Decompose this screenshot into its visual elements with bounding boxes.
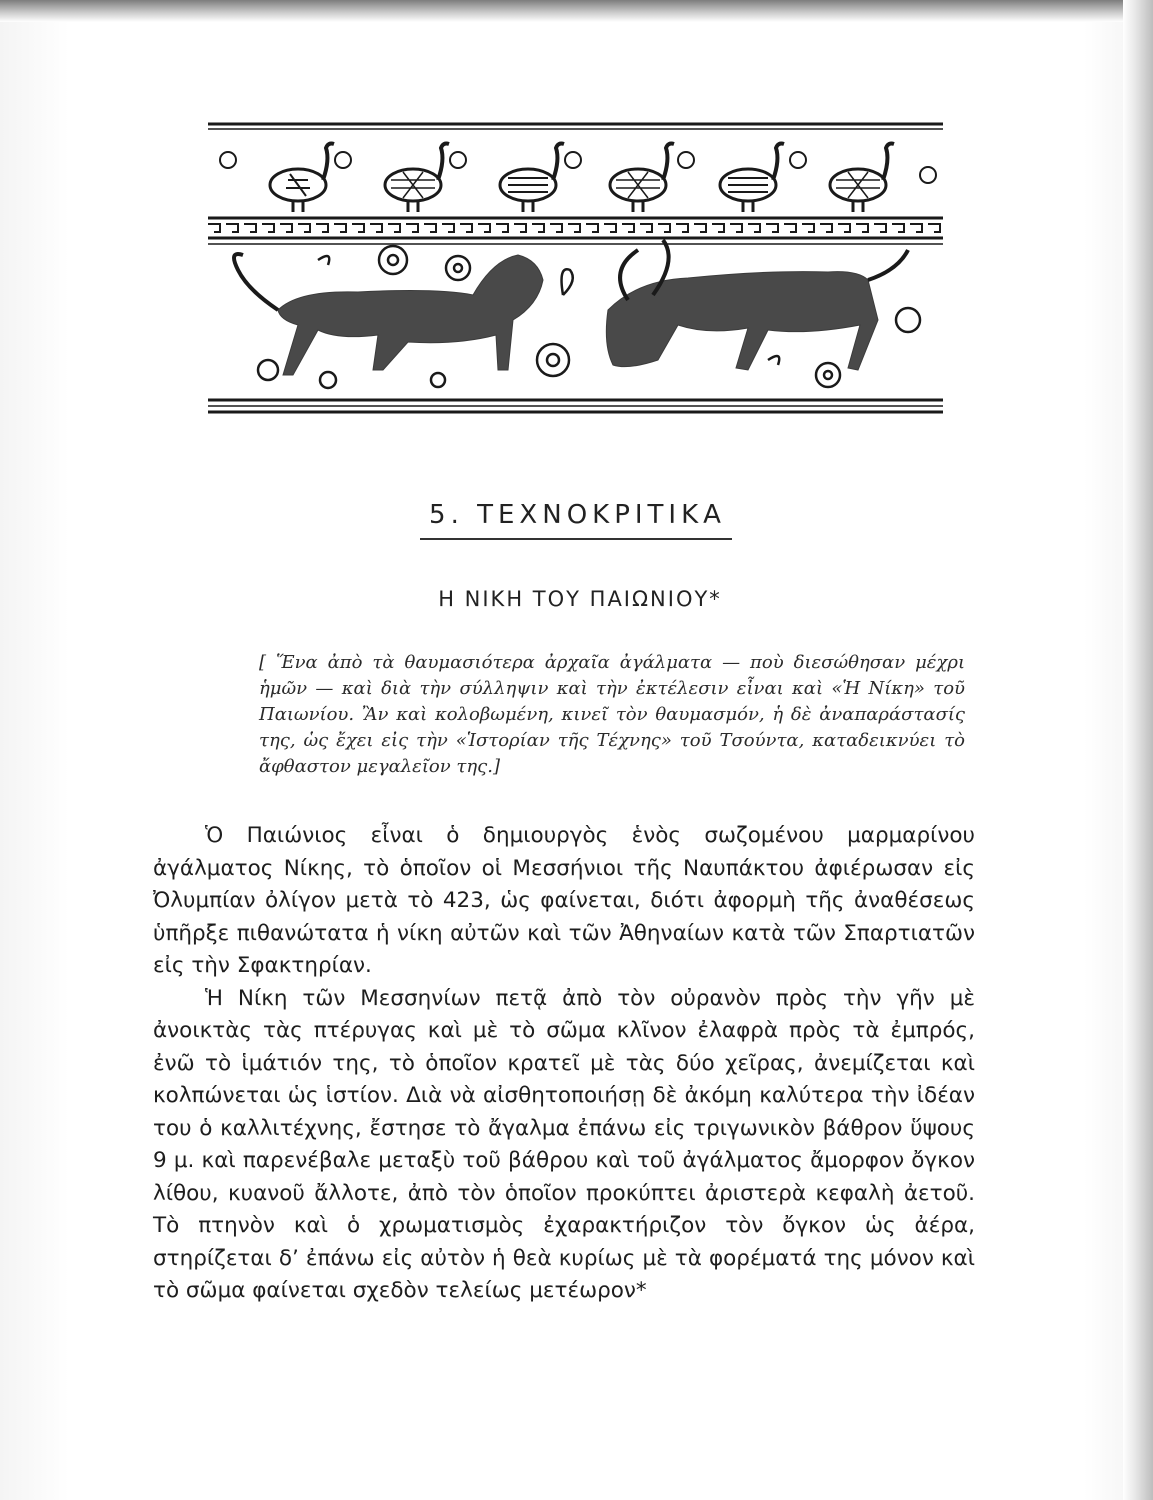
body-paragraph: Ὁ Παιώνιος εἶναι ὁ δημιουργὸς ἑνὸς σωζομένου μαρμαρίνου ἀγάλματος Νίκης, τὸ ὁποῖον οἱ Μεσσήνιοι τῆς Ναυπάκτου ἀφιέρωσαν εἰς Ὀλυμπίαν ὀλίγον μετὰ τὸ 423, ὡς φαίνεται, διότι ἀφορμὴ τῆς ἀναθέσεως ὑπῆρξε πιθανώτατα ἡ νίκη αὐτῶν καὶ τῶν Ἀθηναίων κατὰ τῶν Σπαρτιατῶν εἰς τὴν Σφακτηρίαν. — [153, 823, 975, 978]
lion-and-bull-scene — [208, 240, 943, 412]
intro-note-text: [ Ἕνα ἀπὸ τὰ θαυμασιότερα ἀρχαῖα ἀγάλματα — ποὺ διεσώθησαν μέχρι ἡμῶν — καὶ διὰ τὴν σύλληψιν καὶ τὴν ἐκτέλεσιν εἶναι καὶ «Ἡ Νίκη» τοῦ Παιωνίου. Ἂν καὶ κολοβωμένη, κινεῖ τὸν θαυμασμόν, ἡ δὲ ἀναπαράστασίς της, ὡς ἔχει εἰς τὴν «Ἱστορίαν τῆς Τέχνης» τοῦ Τσούντα, καταδεικνύει τὸ ἄφθαστον μεγαλεῖον της.] — [259, 652, 965, 777]
body-paragraph: Ἡ Νίκη τῶν Μεσσηνίων πετᾷ ἀπὸ τὸν οὐρανὸν πρὸς τὴν γῆν μὲ ἀνοικτὰς τὰς πτέρυγας καὶ μὲ τὸ σῶμα κλῖνον ἐλαφρὰ πρὸς τὰ ἐμπρός, ἐνῶ τὸ ἱμάτιόν της, τὸ ὁποῖον κρατεῖ μὲ τὰς δύο χεῖρας, ἀνεμίζεται καὶ κολπώνεται ὡς ἱστίον. Διὰ νὰ αἰσθητοποιήσῃ δὲ ἀκόμη καλύτερα τὴν ἰδέαν του ὁ καλλιτέχνης, ἔστησε τὸ ἄγαλμα ἐπάνω εἰς τριγωνικὸν βάθρον ὕψους 9 μ. καὶ παρενέβαλε μεταξὺ τοῦ βάθρου καὶ τοῦ ἀγάλματος ἄμορφον ὄγκον λίθου, κυανοῦ ἄλλοτε, ἀπὸ τὸν ὁποῖον προκύπτει ἀριστερὰ κεφαλὴ ἀετοῦ. Τὸ πτηνὸν καὶ ὁ χρωματισμὸς ἐχαρακτήριζον τὸν ὄγκον ὡς ἀέρα, στηρίζεται δ’ ἐπάνω εἰς αὐτὸν ἡ θεὰ κυρίως μὲ τὰ φορέματά της μόνον καὶ τὸ σῶμα φαίνεται σχεδὸν τελείως μετέωρον* — [153, 985, 975, 1303]
bird-row — [220, 144, 936, 213]
intro-note — [205, 650, 965, 780]
page-right-edge — [1123, 0, 1153, 1500]
greek-vase-frieze-illustration — [208, 120, 943, 420]
article-subtitle: Η ΝΙΚΗ ΤΟΥ ΠΑΙΩΝΙΟΥ* — [438, 587, 722, 611]
heading-underline — [420, 538, 732, 540]
article-body — [153, 820, 975, 1308]
section-heading: 5. ΤΕΧΝΟΚΡΙΤΙΚΑ — [429, 500, 726, 530]
page-top-edge — [0, 0, 1153, 22]
